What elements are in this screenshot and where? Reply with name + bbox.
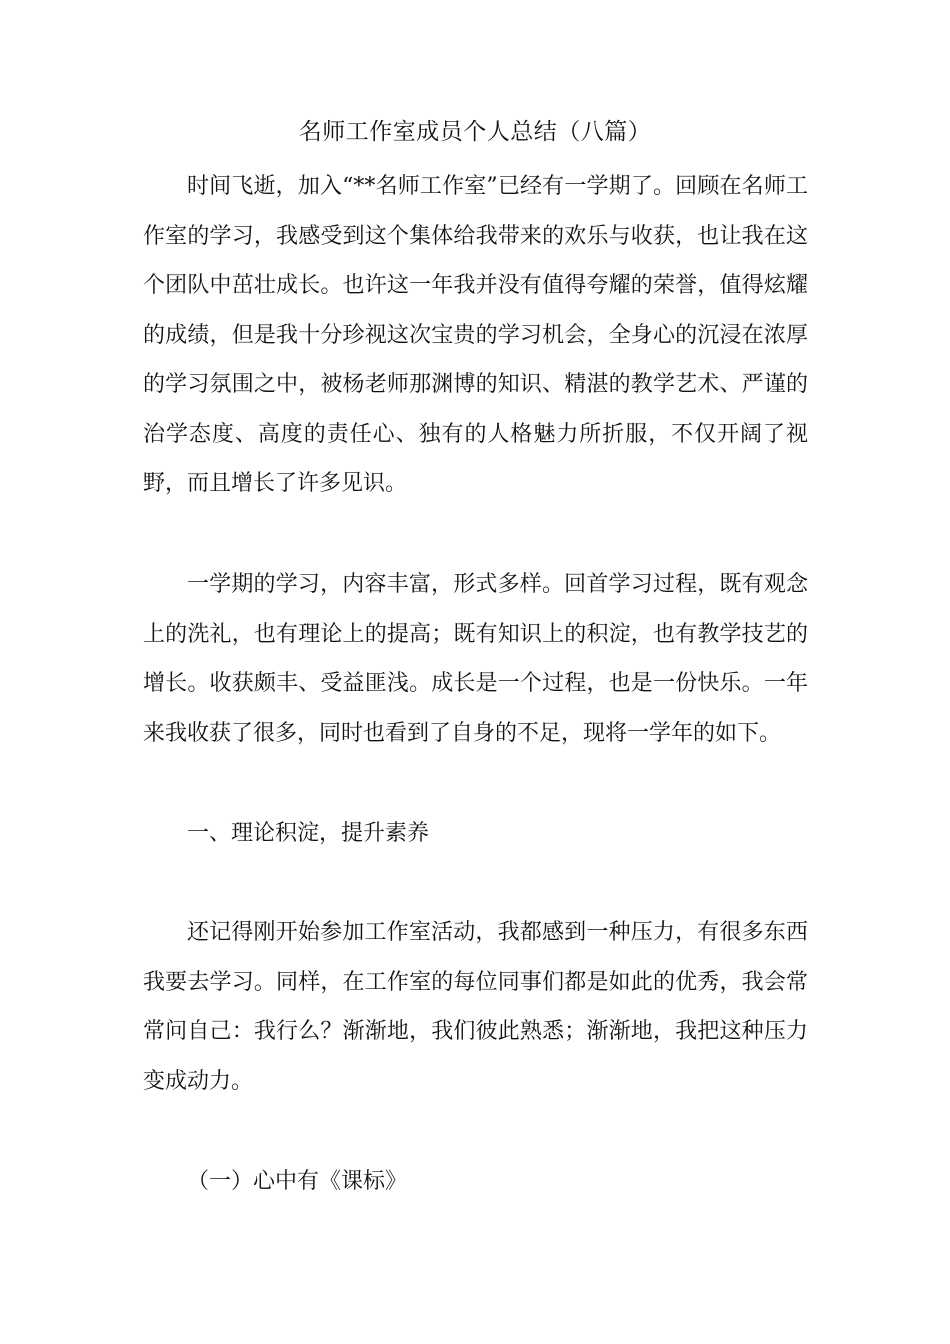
paragraph-overview: 一学期的学习，内容丰富，形式多样。回首学习过程，既有观念上的洗礼，也有理论上的提高；既有知识上的积淀，也有教学技艺的增长。收获颇丰、受益匪浅。成长是一个过程，也是一份快乐。一年来我收获了很多，同时也看到了自身的不足，现将一学年的如下。	[143, 572, 808, 746]
subsection-heading-curriculum: （一）心中有《课标》	[187, 1169, 408, 1194]
document-title: 名师工作室成员个人总结（八篇）	[298, 119, 652, 145]
paragraph-theory: 还记得刚开始参加工作室活动，我都感到一种压力，有很多东西我要去学习。同样，在工作室的每位同事们都是如此的优秀，我会常常问自己：我行么？渐渐地，我们彼此熟悉；渐渐地，我把这种压力变成动力。	[143, 920, 808, 1094]
paragraph-intro: 时间飞逝，加入“**名师工作室”已经有一学期了。回顾在名师工作室的学习，我感受到这个集体给我带来的欢乐与收获，也让我在这个团队中茁壮成长。也许这一年我并没有值得夸耀的荣誉，值得炫耀的成绩，但是我十分珍视这次宝贵的学习机会，全身心的沉浸在浓厚的学习氛围之中，被杨老师那渊博的知识、精湛的教学艺术、严谨的治学态度、高度的责任心、独有的人格魅力所折服，不仅开阔了视野，而且增长了许多见识。	[143, 174, 808, 496]
section-heading-theory: 一、理论积淀，提升素养	[187, 821, 430, 846]
